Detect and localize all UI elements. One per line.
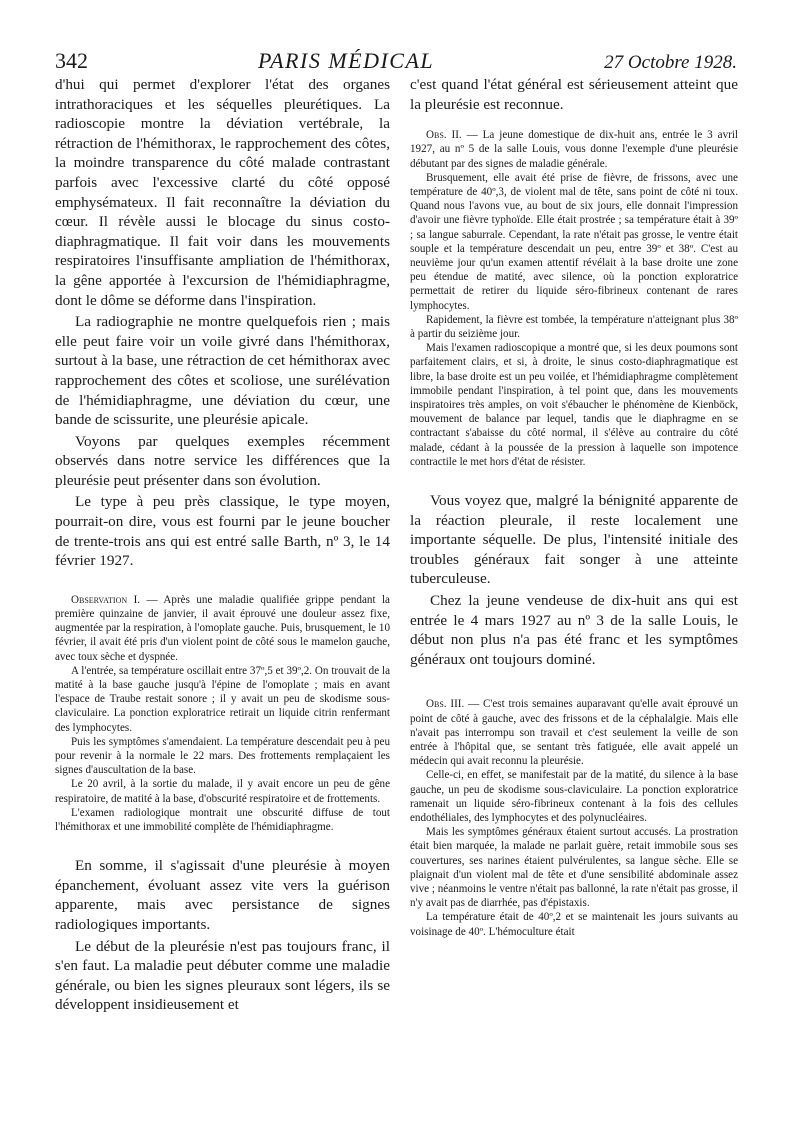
issue-date: 27 Octobre 1928.	[604, 52, 737, 73]
observation-2-paragraph	[410, 128, 738, 171]
observation-paragraph: Mais les symptômes généraux étaient surtout accusés. La prostration était bien marquée, la malade ne parlait guère, retait immobile sous ses couvertures, ses narines étaient pulvérulentes, sa langue sèche. Elle se plaignait d'un violent mal de tête et d'une sensibilité abdominale assez vive ; néanmoins le ventre n'était pas ballonné, la rate n'était pas grosse, il n'y avait pas de diarrhée, pas d'épistaxis.	[410, 826, 738, 910]
body-paragraph: La radiographie ne montre quelquefois rien ; mais elle peut faire voir un voile givré dans l'hémithorax, surtout à la base, une rétraction de cet hémithorax avec rapprochement des côtes et scoliose, une surélévation de l'hémidiaphragme, une déviation du cœur, une bande de scissurite, une pleurésie apicale.	[55, 313, 390, 429]
body-paragraph: Chez la jeune vendeuse de dix-huit ans qui est entrée le 4 mars 1927 au nº 3 de la salle Louis, le début non plus n'a pas été franc et les symptômes généraux ont toujours dominé.	[410, 592, 738, 668]
observation-2-label: Obs. II.	[426, 129, 462, 142]
observation-2-text: — La jeune domestique de dix-huit ans, entrée le 3 avril 1927, au nº 5 de la salle Louis, vous donne l'exemple d'une pleurésie débutant par des signes de maladie générale.	[410, 129, 738, 170]
body-paragraph: c'est quand l'état général est sérieusement atteint que la pleurésie est reconnue.	[410, 76, 738, 113]
observation-paragraph: A l'entrée, sa température oscillait entre 37º,5 et 39º,2. On trouvait de la matité à la base gauche jusqu'à l'épine de l'omoplate ; mais en avant l'espace de Traube restait sonore ; il y avait un peu de skodisme sous-claviculaire. La ponction exploratrice retirait un liquide citrin renfermant des lymphocytes.	[55, 664, 390, 734]
observation-paragraph: Mais l'examen radioscopique a montré que, si les deux poumons sont parfaitement clairs, et si, à droite, le sinus costo-diaphragmatique est libre, la base droite est un peu voilée, et l'hémidiaphragme complètement immobile pendant l'inspiration, à tel point que, dans les mouvements inspiratoires très amples, on voit s'ébaucher le phénomène de Kienböck, mouvement de balance par lequel, tandis que le diaphragme en se contractant s'abaisse du côté normal, il s'élève au contraire du côté malade, cédant à la poussée de la pression à laquelle son impotence contractile le met hors d'état de résister.	[410, 342, 738, 468]
observation-3-paragraph	[410, 697, 738, 768]
observation-paragraph: Le 20 avril, à la sortie du malade, il y avait encore un peu de gêne respiratoire, de matité à la base, d'obscurité respiratoire et de frottements.	[55, 778, 390, 805]
observation-1-label: Observation I.	[71, 593, 141, 606]
left-column	[55, 75, 390, 1135]
page-number: 342	[55, 48, 88, 73]
body-paragraph: Vous voyez que, malgré la bénignité apparente de la réaction pleurale, il reste localement une importante séquelle. De plus, l'intensité initiale des troubles généraux fait songer à une atteinte tuberculeuse.	[410, 492, 738, 588]
page-header	[55, 40, 737, 74]
observation-paragraph: L'examen radiologique montrait une obscurité diffuse de tout l'hémithorax et une immobilité complète de l'hémidiaphragme.	[55, 806, 390, 834]
observation-paragraph: Rapidement, la fièvre est tombée, la température n'atteignant plus 38º à partir du seizième jour.	[410, 313, 738, 341]
observation-paragraph: Puis les symptômes s'amendaient. La température descendait peu à peu pour revenir à la normale le 22 mars. Des frottements remplaçaient les signes d'auscultation de la base.	[55, 735, 390, 777]
body-paragraph: Voyons par quelques exemples récemment observés dans notre service les différences que la pleurésie peut présenter dans son évolution.	[55, 432, 390, 489]
observation-paragraph: La température était de 40º,2 et se maintenait les jours suivants au voisinage de 40º. L'hémoculture était	[410, 911, 738, 938]
observation-3-text: — C'est trois semaines auparavant qu'elle avait éprouvé un point de côté à gauche, avec des frissons et de la céphalalgie. Mais elle n'avait pas interrompu son travail et c'est seulement la veille de son entrée à l'hôpital que, se sentant très fatiguée, elle avait appelé un médecin qui avait reconnu la pleurésie.	[410, 698, 738, 768]
right-column	[410, 75, 738, 1135]
body-paragraph: Le début de la pleurésie n'est pas toujours franc, il s'en faut. La maladie peut débuter comme une maladie générale, ou bien les signes pleuraux sont légers, ils se développent insidieusement et	[55, 937, 390, 1014]
observation-paragraph: Brusquement, elle avait été prise de fièvre, de frissons, avec une température de 40º,3, de violent mal de tête, sans point de côté ni toux. Quand nous l'avons vue, au bout de six jours, elle donnait l'impression d'avoir une fièvre typhoïde. Elle était prostrée ; sa température était à 39º ; sa langue saburrale. Cependant, la rate n'était pas grosse, le ventre était souple et la température descendait un peu, entre 39º et 38º. C'est au neuvième jour qu'un examen attentif révélait à la base droite une zone peu étendue de matité, avec silence, où la ponction exploratrice permettait de retirer du liquide séro-fibrineux contenant de rares lymphocytes.	[410, 171, 738, 312]
observation-3-label: Obs. III.	[426, 698, 465, 711]
body-paragraph: d'hui qui permet d'explorer l'état des organes intrathoraciques et les séquelles pleurétiques. La radioscopie montre la déviation vertébrale, la rétraction de l'hémithorax, le rapprochement des côtes, la moindre transparence du côté malade contrastant parfois avec l'excessive clarté du côté opposé emphysémateux. Il fait reconnaître la déviation du cœur. Il révèle aussi le blocage du sinus costo-diaphragmatique. Il fait voir dans les mouvements respiratoires l'insuffisante ampliation de l'hémithorax, la gêne apportée à l'excursion de l'hémidiaphragme, dont le dôme se déforme dans l'inspiration.	[55, 76, 390, 309]
observation-paragraph: Celle-ci, en effet, se manifestait par de la matité, du silence à la base gauche, un peu de skodisme sous-claviculaire. La ponction exploratrice ramenait un liquide séro-fibrineux contenant à la fois des cellules endothéliales, des lymphocytes et des polynucléaires.	[410, 769, 738, 825]
observation-1-paragraph	[55, 593, 390, 664]
body-paragraph: Le type à peu près classique, le type moyen, pourrait-on dire, vous est fourni par le jeune boucher de trente-trois ans qui est entré salle Barth, nº 3, le 14 février 1927.	[55, 493, 390, 570]
journal-title: PARIS MÉDICAL	[258, 48, 435, 73]
observation-1-text: — Après une maladie qualifiée grippe pendant la première quinzaine de janvier, il avait éprouvé une douleur assez fixe, augmentée par la respiration, à l'omoplate gauche. Puis, brusquement, le 10 février, il avait été pris d'un violent point de côté sous le mamelon gauche, avec toux sèche et dyspnée.	[55, 593, 390, 663]
body-paragraph: En somme, il s'agissait d'une pleurésie à moyen épanchement, évoluant assez vite vers la guérison apparente, mais avec persistance de signes radiologiques importants.	[55, 857, 390, 934]
